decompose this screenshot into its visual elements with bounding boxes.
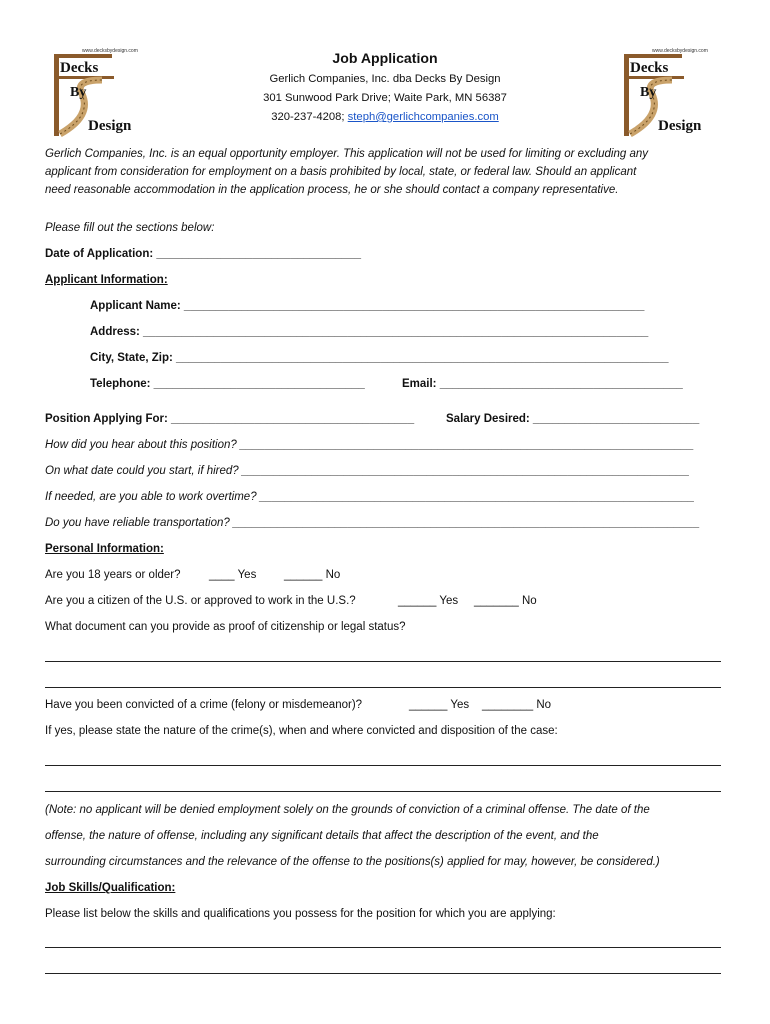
citizen-yes-option[interactable]: ______ Yes [398, 595, 459, 607]
crime-question: Have you been convicted of a crime (felony or misdemeanor)? [45, 699, 363, 711]
transportation-field[interactable]: Do you have reliable transportation? _________________________________________________________________________ [45, 517, 700, 529]
citizenship-document-question: What document can you provide as proof of citizenship or legal status? [45, 621, 406, 633]
skills-answer-line-1[interactable] [45, 947, 721, 948]
skills-prompt: Please list below the skills and qualifications you possess for the position for which you are applying: [45, 908, 556, 920]
start-date-field[interactable]: On what date could you start, if hired? ______________________________________________________________________ [45, 465, 690, 477]
company-line: Gerlich Companies, Inc. dba Decks By Design [269, 73, 501, 85]
telephone-field[interactable]: Telephone: _________________________________ [90, 378, 365, 390]
logo-word-decks: Decks [630, 60, 669, 76]
logo-word-decks: Decks [60, 60, 99, 76]
city-state-zip-field[interactable]: City, State, Zip: _____________________________________________________________________________ [90, 352, 669, 364]
age-question: Are you 18 years or older? [45, 569, 181, 581]
position-applying-field[interactable]: Position Applying For: ______________________________________ [45, 413, 415, 425]
applicant-info-heading: Applicant Information: [45, 274, 168, 286]
conviction-note-line-2: offense, the nature of offense, including any significant details that affect the description of the event, and the [45, 830, 599, 842]
personal-info-heading: Personal Information: [45, 543, 164, 555]
eoe-statement-line-1: Gerlich Companies, Inc. is an equal opportunity employer. This application will not be used for limiting or excluding any [45, 148, 648, 160]
crime-detail-answer-line-2[interactable] [45, 791, 721, 792]
contact-line [0, 111, 770, 123]
crime-yes-option[interactable]: ______ Yes [409, 699, 470, 711]
job-skills-heading: Job Skills/Qualification: [45, 882, 176, 894]
citizen-no-option[interactable]: _______ No [474, 595, 537, 607]
citizenship-document-answer-line-1[interactable] [45, 661, 721, 662]
skills-answer-line-2[interactable] [45, 973, 721, 974]
date-of-application-field[interactable]: Date of Application: ________________________________ [45, 248, 362, 260]
fill-out-instruction: Please fill out the sections below: [45, 222, 215, 234]
email-link[interactable]: steph@gerlichcompanies.com [347, 111, 499, 123]
age-no-option[interactable]: ______ No [284, 569, 341, 581]
crime-no-option[interactable]: ________ No [482, 699, 552, 711]
logo-url-text: www.decksbydesign.com [652, 48, 708, 54]
logo-word-by: By [640, 85, 657, 100]
logo-word-design: Design [658, 118, 702, 134]
crime-detail-question: If yes, please state the nature of the crime(s), when and where convicted and disposition of the case: [45, 725, 558, 737]
page-title: Job Application [332, 50, 438, 66]
conviction-note-line-1: (Note: no applicant will be denied employment solely on the grounds of conviction of a criminal offense. The date of the [45, 804, 650, 816]
email-field[interactable]: Email: ______________________________________ [402, 378, 683, 390]
eoe-statement-line-3: need reasonable accommodation in the application process, he or she should contact a company representative. [45, 184, 619, 196]
age-yes-option[interactable]: ____ Yes [209, 569, 257, 581]
address-line: 301 Sunwood Park Drive; Waite Park, MN 56387 [263, 92, 507, 104]
address-field[interactable]: Address: _______________________________________________________________________________ [90, 326, 649, 338]
phone-number: 320-237-4208; [271, 111, 345, 123]
conviction-note-line-3: surrounding circumstances and the relevance of the offense to the positions(s) applied for may, however, be considered.) [45, 856, 660, 868]
citizenship-document-answer-line-2[interactable] [45, 687, 721, 688]
salary-desired-field[interactable]: Salary Desired: __________________________ [446, 413, 700, 425]
eoe-statement-line-2: applicant from consideration for employment on a basis prohibited by local, state, or federal law. Should an applicant [45, 166, 637, 178]
hear-about-position-field[interactable]: How did you hear about this position? _______________________________________________________________________ [45, 439, 695, 451]
overtime-field[interactable]: If needed, are you able to work overtime? ____________________________________________________________________ [45, 491, 695, 503]
logo-word-design: Design [88, 118, 132, 134]
applicant-name-field[interactable]: Applicant Name: ________________________________________________________________________ [90, 300, 645, 312]
logo-url-text: www.decksbydesign.com [82, 48, 138, 54]
citizen-question: Are you a citizen of the U.S. or approved to work in the U.S.? [45, 595, 356, 607]
logo-word-by: By [70, 85, 87, 100]
crime-detail-answer-line-1[interactable] [45, 765, 721, 766]
